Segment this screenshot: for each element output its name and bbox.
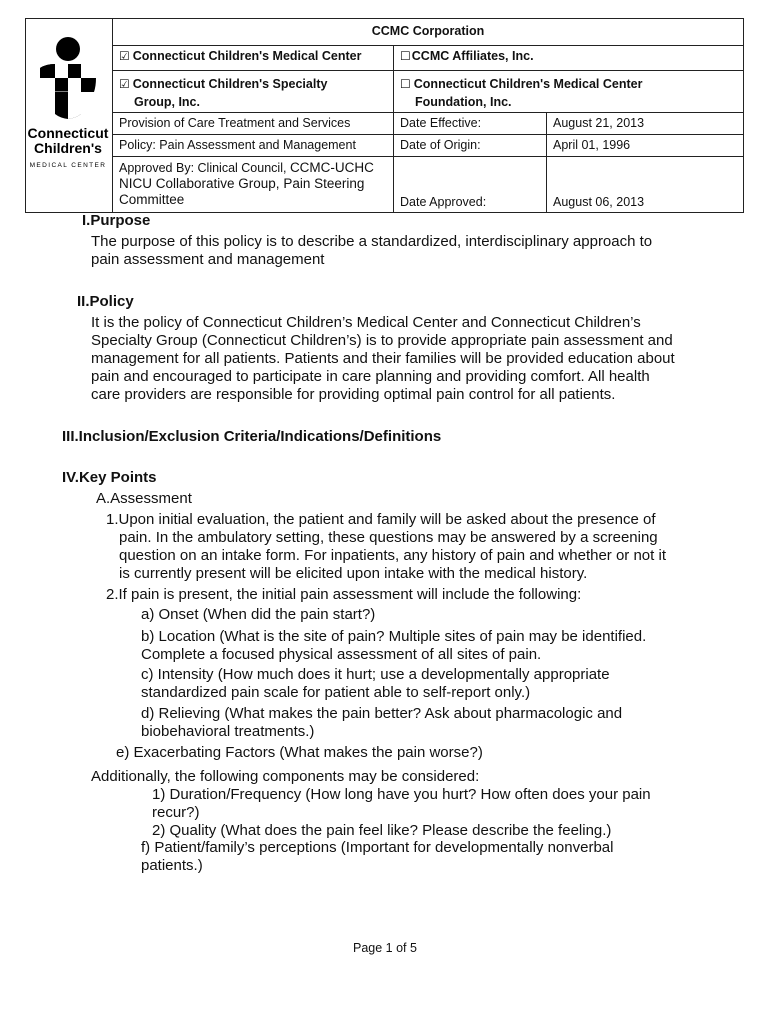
- entity-specialty-line2: Group, Inc.: [134, 95, 200, 109]
- additionally-text: Additionally, the following components may be considered:: [91, 768, 480, 785]
- date-approved-label: Date Approved:: [394, 157, 547, 213]
- date-approved-value: August 06, 2013: [547, 157, 744, 213]
- keypoints-heading: IV.Key Points: [62, 469, 157, 486]
- item-c-line: standardized pain scale for patient able to self-report only.): [141, 684, 531, 701]
- checkbox-checked-icon: ☑: [119, 49, 130, 63]
- item-e: e) Exacerbating Factors (What makes the pain worse?): [116, 744, 483, 761]
- entity-ccmc: [113, 46, 394, 71]
- sub-item-1-line: recur?): [152, 804, 200, 821]
- sub-item-1: [152, 786, 651, 822]
- policy-line: care providers are responsible for providing optimal pain control for all patients.: [91, 386, 616, 403]
- purpose-line: The purpose of this policy is to describe a standardized, interdisciplinary approach to: [91, 233, 653, 250]
- corporation-title: CCMC Corporation: [113, 19, 744, 46]
- policy-paragraph: [91, 314, 675, 404]
- purpose-heading: I.Purpose: [82, 212, 151, 229]
- entity-affiliates-label: CCMC Affiliates, Inc.: [411, 49, 534, 63]
- provision-cell: Provision of Care Treatment and Services: [113, 113, 394, 135]
- item-b-line: Complete a focused physical assessment of all sites of pain.: [141, 646, 542, 663]
- entity-foundation-line2: Foundation, Inc.: [415, 95, 512, 109]
- policy-line: It is the policy of Connecticut Children’s Medical Center and Connecticut Children’s: [91, 314, 641, 331]
- date-origin-label: Date of Origin:: [394, 135, 547, 157]
- item-f-line: f) Patient/family’s perceptions (Important for developmentally nonverbal: [141, 839, 614, 856]
- item-1-line: question on an intake form. For inpatients, any history of pain and whether or not it: [119, 547, 666, 564]
- item-c: [141, 666, 610, 702]
- logo-cell: [26, 19, 113, 213]
- item-f: [141, 839, 613, 875]
- sub-item-2: 2) Quality (What does the pain feel like? Please describe the feeling.): [152, 822, 612, 839]
- checkered-cross-icon: [40, 37, 96, 119]
- policy-line: management for all patients. Patients and their families will be provided education about: [91, 350, 675, 367]
- item-1-line: pain. In the ambulatory setting, these questions may be answered by a screening: [119, 529, 658, 546]
- policy-title-cell: Policy: Pain Assessment and Management: [113, 135, 394, 157]
- logo-name-line3: MEDICAL CENTER: [29, 162, 107, 169]
- entity-ccmc-label: Connecticut Children's Medical Center: [132, 49, 362, 63]
- checkbox-empty-icon: ☐: [400, 77, 411, 91]
- item-d-line: biobehavioral treatments.): [141, 723, 315, 740]
- date-effective-value: August 21, 2013: [547, 113, 744, 135]
- approved-by-cell: [113, 157, 394, 213]
- entity-foundation-line1: Connecticut Children's Medical Center: [413, 77, 643, 91]
- sub-item-1-line: 1) Duration/Frequency (How long have you hurt? How often does your pain: [152, 786, 651, 803]
- item-1-line: is currently present will be elicited upon intake with the medical history.: [119, 565, 588, 582]
- item-b: [141, 628, 646, 664]
- entity-affiliates: [394, 46, 744, 71]
- approved-by-rest: CCMC-UCHC: [289, 160, 374, 175]
- item-f-line: patients.): [141, 857, 203, 874]
- item-b-line: b) Location (What is the site of pain? Multiple sites of pain may be identified.: [141, 628, 647, 645]
- policy-line: pain and encouraged to participate in care planning and providing comfort. All health: [91, 368, 650, 385]
- item-d: [141, 705, 622, 741]
- policy-heading: II.Policy: [77, 293, 134, 310]
- policy-header-table: [25, 18, 744, 213]
- logo-name-line2: Children's: [34, 140, 102, 156]
- connecticut-childrens-logo: [26, 34, 112, 194]
- purpose-paragraph: [91, 233, 652, 269]
- logo-name-line1: Connecticut: [27, 125, 109, 141]
- item-a: a) Onset (When did the pain start?): [141, 606, 376, 623]
- item-d-line: d) Relieving (What makes the pain better? Ask about pharmacologic and: [141, 705, 623, 722]
- purpose-line: pain assessment and management: [91, 251, 325, 268]
- approved-by-line3: Committee: [119, 192, 185, 207]
- checkbox-checked-icon: ☑: [119, 77, 130, 91]
- date-effective-label: Date Effective:: [394, 113, 547, 135]
- date-origin-value: April 01, 1996: [547, 135, 744, 157]
- entity-specialty-line1: Connecticut Children's Specialty: [132, 77, 328, 91]
- inclusion-heading: III.Inclusion/Exclusion Criteria/Indications/Definitions: [62, 428, 442, 445]
- checkbox-empty-icon: ☐: [400, 49, 411, 63]
- assessment-heading: A.Assessment: [96, 490, 192, 507]
- item-1-line: 1.Upon initial evaluation, the patient and family will be asked about the presence of: [106, 511, 656, 528]
- page-number: Page 1 of 5: [353, 941, 417, 955]
- approved-by-line2: NICU Collaborative Group, Pain Steering: [119, 176, 365, 191]
- policy-line: Specialty Group (Connecticut Children’s) is to provide appropriate pain assessment and: [91, 332, 673, 349]
- item-2: 2.If pain is present, the initial pain assessment will include the following:: [106, 586, 582, 603]
- item-1: [106, 511, 666, 583]
- entity-specialty-group: [113, 71, 394, 113]
- approved-by-prefix: Approved By: Clinical Council,: [119, 161, 287, 175]
- item-c-line: c) Intensity (How much does it hurt; use a developmentally appropriate: [141, 666, 610, 683]
- entity-foundation: [394, 71, 744, 113]
